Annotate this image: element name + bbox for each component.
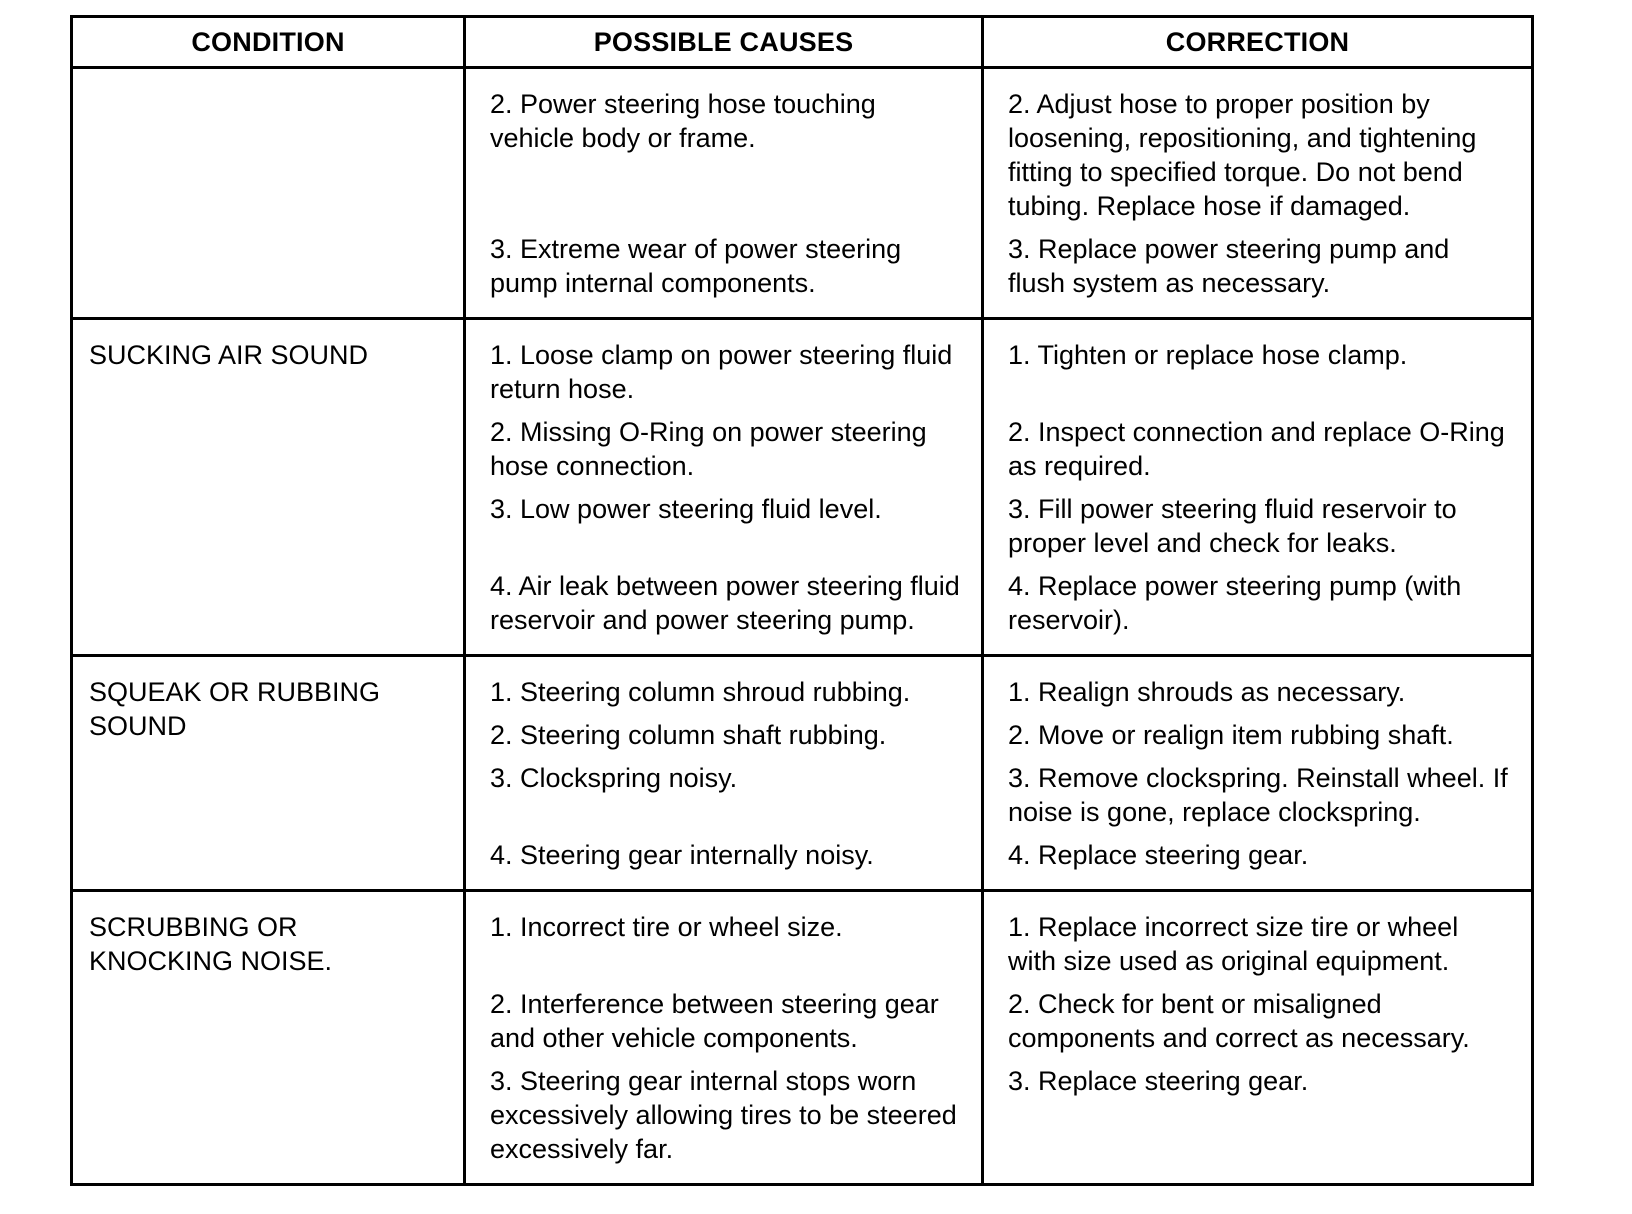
- diagnosis-table: [70, 15, 1534, 1186]
- cause-item: 4. Steering gear internally noisy.: [490, 840, 874, 870]
- cause-item: 1. Steering column shroud rubbing.: [490, 677, 911, 707]
- header-correction: CORRECTION: [983, 17, 1533, 68]
- cause-item: 2. Power steering hose touching vehicle body or frame.: [490, 89, 876, 153]
- cause-item: 1. Incorrect tire or wheel size.: [490, 912, 843, 942]
- cause-item: 3. Steering gear internal stops worn excessively allowing tires to be steered excessively far.: [490, 1066, 957, 1164]
- correction-cell: [983, 68, 1533, 319]
- condition-text: SCRUBBING OR KNOCKING NOISE.: [89, 912, 333, 976]
- correction-item: 2. Inspect connection and replace O-Ring as required.: [1008, 417, 1505, 481]
- condition-cell: [72, 319, 465, 656]
- cause-item: 2. Steering column shaft rubbing.: [490, 720, 887, 750]
- correction-item: 3. Remove clockspring. Reinstall wheel. If noise is gone, replace clockspring.: [1008, 763, 1508, 827]
- correction-item: 2. Check for bent or misaligned components and correct as necessary.: [1008, 989, 1470, 1053]
- causes-cell: [465, 891, 983, 1185]
- header-possible-causes: POSSIBLE CAUSES: [465, 17, 983, 68]
- header-condition: CONDITION: [72, 17, 465, 68]
- table-row: [72, 891, 1533, 1185]
- correction-item: 3. Fill power steering fluid reservoir to proper level and check for leaks.: [1008, 494, 1457, 558]
- correction-cell: [983, 656, 1533, 891]
- cause-item: 3. Clockspring noisy.: [490, 763, 738, 793]
- correction-item: 4. Replace steering gear.: [1008, 840, 1309, 870]
- table-row: [72, 68, 1533, 319]
- correction-item: 4. Replace power steering pump (with reservoir).: [1008, 571, 1462, 635]
- correction-item: 1. Tighten or replace hose clamp.: [1008, 340, 1408, 370]
- cause-item: 1. Loose clamp on power steering fluid return hose.: [490, 340, 953, 404]
- causes-cell: [465, 319, 983, 656]
- condition-cell: [72, 891, 465, 1185]
- correction-item: 1. Replace incorrect size tire or wheel with size used as original equipment.: [1008, 912, 1459, 976]
- correction-item: 3. Replace power steering pump and flush system as necessary.: [1008, 234, 1450, 298]
- condition-text: SUCKING AIR SOUND: [89, 340, 369, 370]
- cause-item: 4. Air leak between power steering fluid reservoir and power steering pump.: [490, 571, 960, 635]
- causes-cell: [465, 656, 983, 891]
- condition-cell: [72, 656, 465, 891]
- table-row: [72, 656, 1533, 891]
- causes-cell: [465, 68, 983, 319]
- table-row: [72, 319, 1533, 656]
- correction-item: 1. Realign shrouds as necessary.: [1008, 677, 1406, 707]
- cause-item: 2. Missing O-Ring on power steering hose connection.: [490, 417, 927, 481]
- correction-cell: [983, 319, 1533, 656]
- correction-item: 2. Move or realign item rubbing shaft.: [1008, 720, 1454, 750]
- header-row: [72, 17, 1533, 68]
- condition-cell: [72, 68, 465, 319]
- cause-item: 3. Extreme wear of power steering pump internal components.: [490, 234, 902, 298]
- condition-text: SQUEAK OR RUBBING SOUND: [89, 677, 381, 741]
- correction-cell: [983, 891, 1533, 1185]
- correction-item: 2. Adjust hose to proper position by loosening, repositioning, and tightening fitting to specified torque. Do not bend tubing. Replace hose if damaged.: [1008, 89, 1477, 221]
- cause-item: 2. Interference between steering gear and other vehicle components.: [490, 989, 939, 1053]
- table-body: [72, 68, 1533, 1185]
- correction-item: 3. Replace steering gear.: [1008, 1066, 1309, 1096]
- cause-item: 3. Low power steering fluid level.: [490, 494, 882, 524]
